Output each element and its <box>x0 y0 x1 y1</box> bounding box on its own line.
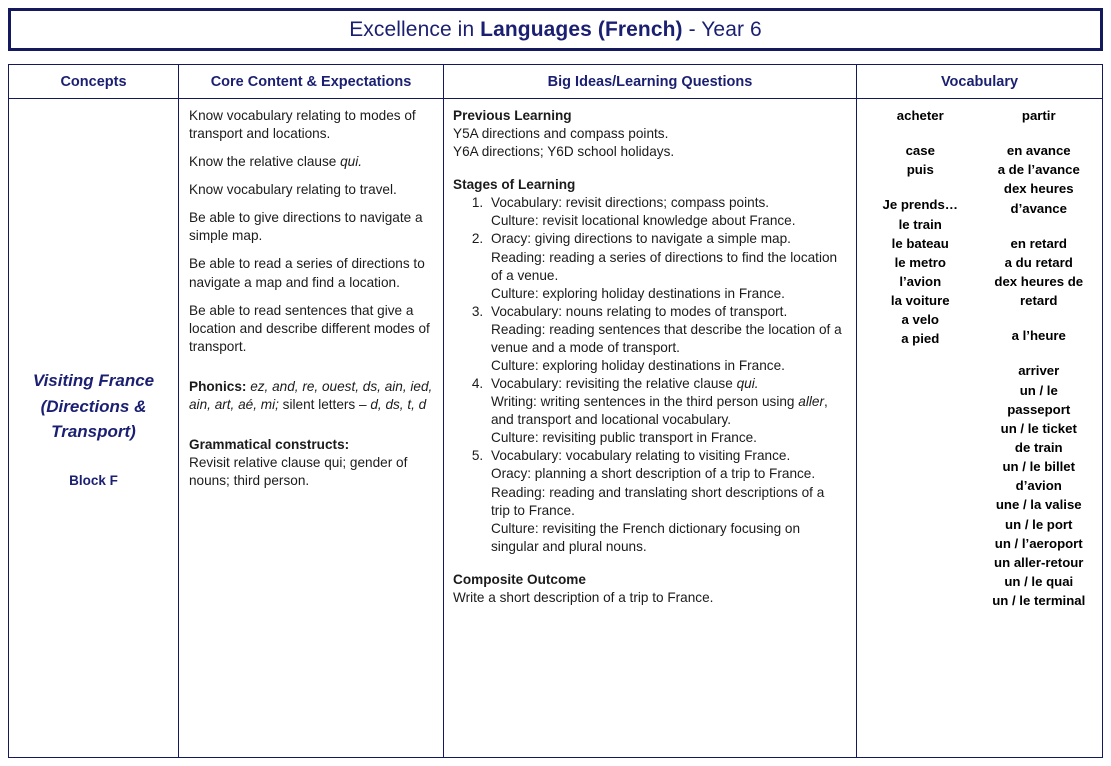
core-item: Be able to give directions to navigate a simple map. <box>189 210 423 244</box>
vocabulary-word: passeport <box>1007 401 1071 417</box>
vocabulary-word: acheter <box>896 108 944 123</box>
vocabulary-word: un / le terminal <box>992 593 1086 609</box>
vocabulary-word: d’avion <box>1015 478 1062 494</box>
cell-concepts <box>9 99 179 757</box>
phonics-sounds: ez, and, re, ouest, ds, ain, ied, ain, art, aé, mi; <box>189 378 433 412</box>
vocabulary-word: dex heures de <box>994 273 1084 289</box>
stage-item <box>487 375 846 447</box>
concept-block-label: Block F <box>69 472 118 488</box>
vocabulary-spacer <box>980 218 1099 234</box>
vocabulary-word: d’avance <box>1010 200 1067 216</box>
stage-item <box>487 230 846 302</box>
grammar-entry <box>189 436 433 490</box>
vocabulary-spacer <box>861 125 980 141</box>
vocabulary-word: un / l’aeroport <box>994 535 1083 551</box>
vocabulary-word: la voiture <box>890 293 950 309</box>
vocabulary-word: en retard <box>1010 235 1067 251</box>
phonics-silent-letters: d, ds, t, d <box>370 396 427 412</box>
column-header-vocabulary: Vocabulary <box>940 73 1019 90</box>
vocabulary-word: a l’heure <box>1011 328 1066 344</box>
vocabulary-word: Je prends… <box>882 197 958 213</box>
core-item <box>189 153 433 171</box>
core-item: Be able to read sentences that give a location and describe different modes of transport. <box>189 302 430 354</box>
stage-line: Culture: revisit locational knowledge about France. <box>491 213 796 229</box>
vocabulary-spacer <box>980 310 1099 326</box>
vocabulary-word: le bateau <box>891 235 949 251</box>
title-prefix: Excellence in <box>349 17 481 41</box>
stage-line: Reading: reading sentences that describe the location of a venue and a mode of transport. <box>491 321 842 355</box>
vocabulary-word: une / la valise <box>995 497 1082 513</box>
vocabulary-word: a de l’avance <box>997 162 1080 178</box>
stages-list <box>453 194 846 556</box>
section-gap <box>453 556 846 571</box>
vocabulary-word: le metro <box>894 254 946 270</box>
vocabulary-word: case <box>905 143 935 159</box>
column-header-big-ideas: Big Ideas/Learning Questions <box>444 65 857 98</box>
stage-line: 1. Vocabulary: revisit directions; compass points. <box>491 195 770 211</box>
stage-line-text: , and transport and locational vocabulary. <box>491 394 828 428</box>
vocabulary-word: un / le quai <box>1004 573 1074 589</box>
vocabulary-word: un / le port <box>1005 516 1073 532</box>
previous-learning-line: Y5A directions and compass points. <box>453 126 669 142</box>
stage-line: 3. Vocabulary: nouns relating to modes of transport. <box>491 303 788 319</box>
core-item: Know vocabulary relating to travel. <box>189 182 397 198</box>
vocabulary-word: un / le <box>1019 382 1058 398</box>
vocabulary-word: l’avion <box>899 273 942 289</box>
stage-line: Reading: reading and translating short descriptions of a trip to France. <box>491 484 825 518</box>
vocabulary-word: dex heures <box>1003 181 1074 197</box>
section-gap <box>453 161 846 176</box>
concept-title-line-1: Visiting France <box>32 371 155 391</box>
stages-of-learning-heading: Stages of Learning <box>453 177 576 193</box>
vocabulary-word: puis <box>906 162 934 178</box>
page-title <box>349 18 762 42</box>
phonics-entry <box>189 378 433 414</box>
table-body-row <box>9 99 1102 757</box>
concept-title <box>33 368 154 445</box>
column-header-core-content: Core Content & Expectations <box>179 65 444 98</box>
stage-line-italic: qui. <box>736 376 759 392</box>
vocabulary-spacer <box>980 345 1099 361</box>
stage-line-text: Vocabulary: revisiting the relative clause <box>491 376 737 392</box>
grammar-label: Grammatical constructs: <box>189 437 350 453</box>
vocabulary-word: arriver <box>1018 363 1060 379</box>
previous-learning-line: Y6A directions; Y6D school holidays. <box>453 144 675 160</box>
vocabulary-column-left <box>861 106 980 753</box>
stage-line: 2. Oracy: giving directions to navigate a simple map. <box>491 231 791 247</box>
vocabulary-word: retard <box>1020 293 1058 309</box>
page-title-banner <box>8 8 1103 51</box>
composite-outcome-text: Write a short description of a trip to France. <box>453 589 714 605</box>
vocabulary-word: un aller-retour <box>994 554 1084 570</box>
previous-learning-heading: Previous Learning <box>453 108 572 123</box>
stage-line <box>491 393 846 429</box>
cell-big-ideas <box>444 99 857 757</box>
core-item-italic: qui. <box>340 154 363 170</box>
stage-line: Oracy: planning a short description of a trip to France. <box>491 466 816 482</box>
table-header-row <box>9 65 1102 99</box>
phonics-label: Phonics: <box>189 378 247 394</box>
phonics-silent-letters-text: silent letters – <box>278 396 371 412</box>
core-spacer <box>189 366 433 378</box>
cell-core-content <box>179 99 444 757</box>
core-item-text: Know the relative clause <box>189 154 341 170</box>
stage-line: Reading: reading a series of directions to find the location of a venue. <box>491 249 838 283</box>
core-spacer <box>189 424 433 436</box>
vocabulary-word: le train <box>898 216 942 232</box>
stage-item <box>487 447 846 555</box>
vocabulary-word: un / le billet <box>1002 459 1076 475</box>
vocabulary-word: partir <box>1021 108 1056 123</box>
cell-vocabulary <box>857 99 1102 757</box>
stage-item <box>487 303 846 375</box>
vocabulary-word: un / le ticket <box>1000 420 1077 436</box>
curriculum-table <box>8 64 1103 758</box>
stage-line-text: Writing: writing sentences in the third person using <box>491 394 799 410</box>
vocabulary-spacer <box>861 179 980 195</box>
stage-line: Culture: exploring holiday destinations in France. <box>491 358 785 374</box>
vocabulary-word: de train <box>1014 439 1063 455</box>
core-item: Know vocabulary relating to modes of transport and locations. <box>189 108 416 142</box>
vocabulary-word: en avance <box>1006 143 1071 159</box>
grammar-text: Revisit relative clause qui; gender of nouns; third person. <box>189 455 408 489</box>
vocabulary-word: a velo <box>901 312 939 328</box>
core-item: Be able to read a series of directions to navigate a map and find a location. <box>189 256 425 290</box>
composite-outcome-heading: Composite Outcome <box>453 571 586 587</box>
stage-line: Culture: revisiting the French dictionary focusing on singular and plural nouns. <box>491 520 801 554</box>
stage-line <box>491 375 846 393</box>
concept-title-line-2: (Directions & <box>40 396 147 416</box>
stage-line: Culture: exploring holiday destinations in France. <box>491 285 785 301</box>
stage-line: Culture: revisiting public transport in France. <box>491 430 757 446</box>
title-suffix: - Year 6 <box>682 17 762 41</box>
vocabulary-word: a pied <box>901 331 940 347</box>
column-header-concepts: Concepts <box>9 65 179 98</box>
vocabulary-word: a du retard <box>1004 254 1073 270</box>
stage-item <box>487 194 846 230</box>
stage-line-italic: aller <box>798 394 824 410</box>
vocabulary-spacer <box>980 125 1099 141</box>
stage-line: 5. Vocabulary: vocabulary relating to visiting France. <box>491 448 791 464</box>
title-subject: Languages (French) <box>480 17 683 41</box>
concept-title-line-3: Transport) <box>51 422 136 442</box>
vocabulary-column-right <box>980 106 1099 753</box>
